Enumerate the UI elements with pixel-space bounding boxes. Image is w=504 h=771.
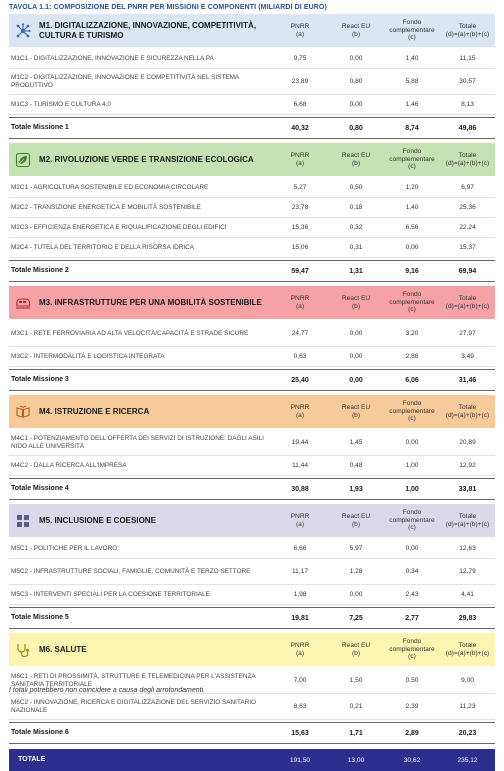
total-fondo: 2,89 [405,729,419,737]
component-name: M2C2 - TRANSIZIONE ENERGETICA E MOBILITÀ SOSTENIBILE [11,203,201,211]
total-tot: 20,23 [458,729,477,737]
column-header-line: React EU [341,152,371,159]
column-header-line: Fondo [402,148,422,156]
column-header-line: Totale [458,23,477,30]
value-tot: 30,57 [459,78,476,85]
column-header-line: Fondo [402,509,422,517]
value-pnrr: 6,66 [293,545,307,552]
total-fondo: 6,06 [405,376,419,384]
column-header-line: complementare [389,516,435,524]
column-header-totale [440,642,495,657]
value-pnrr: 9,75 [293,55,307,62]
value-react: 0,48 [349,462,363,469]
table-title: TAVOLA 1.1: COMPOSIZIONE DEL PNRR PER MISSIONI E COMPONENTI (MILIARDI DI EURO) [9,4,327,11]
component-name: M2C3 - EFFICIENZA ENERGETICA E RIQUALIFICAZIONE DEGLI EDIFICI [11,223,227,231]
mission-name-cell [9,504,272,537]
column-header-line: Totale [458,513,477,520]
column-header-line: (d)=(a)+(b)+(c) [445,30,490,38]
value-fondo: 1,00 [405,462,419,469]
value-pnrr: 11,17 [291,568,308,575]
value-tot: 3,49 [461,353,474,360]
column-header-react [328,404,384,419]
network-icon [15,23,31,39]
table-row [9,198,495,218]
component-name: M1C2 - DIGITALIZZAZIONE, INNOVAZIONE E COMPETITIVITÀ NEL SISTEMA PRODUTTIVO [11,74,239,89]
train-icon [15,295,31,311]
value-fondo: 0,34 [405,568,419,575]
column-header-line: (b) [351,30,361,38]
column-header-line: (c) [408,524,416,532]
value-tot: 20,89 [459,439,476,446]
mission-header [9,395,495,428]
mission-name: M4. ISTRUZIONE E RICERCA [39,406,150,416]
total-tot: 31,46 [458,376,477,384]
value-fondo: 3,20 [405,330,419,337]
pnrr-table [9,14,495,771]
column-header-line: (b) [351,520,361,528]
component-name: M2C1 - AGRICOLTURA SOSTENIBILE ED ECONOMIA CIRCOLARE [11,183,209,191]
table-row [9,694,495,720]
component-name: M3C1 - RETE FERROVIARIA AD ALTA VELOCITÀ/CAPACITÀ E STRADE SICURE [11,329,249,337]
grand-total-react: 13,00 [347,756,365,764]
table-row [9,559,495,585]
column-header-line: PNRR [290,295,310,302]
total-pnrr: 15,63 [291,729,309,737]
column-header-totale [440,152,495,167]
column-header-line: (a) [295,302,305,310]
value-react: 0,00 [349,353,363,360]
mission-total-row [9,117,495,139]
column-header-line: complementare [389,298,435,306]
column-header-pnrr [272,404,328,419]
value-react: 1,28 [349,568,363,575]
column-header-line: (c) [408,163,416,171]
value-tot: 22,24 [459,224,476,231]
total-react: 1,71 [349,729,363,737]
table-row [9,539,495,559]
value-fondo: 1,40 [405,55,419,62]
total-label: Totale Missione 4 [11,485,69,493]
value-tot: 6,97 [461,184,474,191]
column-header-line: (b) [351,411,361,419]
mission-header [9,14,495,47]
total-react: 0,80 [349,124,363,132]
component-name: M3C2 - INTERMODALITÀ E LOGISTICA INTEGRATA [11,352,165,360]
value-pnrr: 24,77 [291,330,309,337]
value-pnrr: 15,36 [291,224,309,231]
value-tot: 11,15 [459,55,476,62]
component-name: M5C2 - INFRASTRUTTURE SOCIALI, FAMIGLIE, COMUNITÀ E TERZO SETTORE [11,567,251,575]
total-pnrr: 40,32 [291,124,309,132]
table-row [9,585,495,605]
value-tot: 4,41 [461,591,474,598]
column-header-line: (d)=(a)+(b)+(c) [445,302,490,310]
value-pnrr: 19,44 [291,439,309,446]
value-fondo: 0,50 [405,677,419,684]
column-header-line: React EU [341,404,371,411]
mission-name-cell [9,143,272,176]
column-header-react [328,642,384,657]
total-tot: 33,81 [458,485,477,493]
component-name: M1C1 - DIGITALIZZAZIONE, INNOVAZIONE E SICUREZZA NELLA PA [11,54,214,62]
value-react: 0,00 [349,591,363,598]
column-header-line: Totale [458,642,477,649]
mission-name: M1. DIGITALIZZAZIONE, INNOVAZIONE, COMPETITIVITÀ, CULTURA E TURISMO [39,20,257,40]
grand-total-row [9,749,495,771]
mission-total-row [9,369,495,391]
total-fondo: 8,74 [405,124,419,132]
table-row [9,430,495,456]
value-react: 0,00 [349,55,363,62]
column-header-fondo [384,291,440,314]
column-header-line: Fondo [402,19,422,27]
column-header-react [328,295,384,310]
column-header-react [328,513,384,528]
column-header-totale [440,295,495,310]
table-row [9,238,495,258]
total-tot: 29,83 [458,614,477,622]
value-tot: 8,13 [461,101,474,108]
mission-total-row [9,722,495,744]
value-pnrr: 15,06 [291,244,309,251]
total-react: 1,93 [349,485,363,493]
total-label: Totale Missione 3 [11,376,69,384]
mission-name-cell [9,286,272,319]
value-tot: 12,92 [459,462,476,469]
grid-icon [15,513,31,529]
value-pnrr: 1,98 [293,591,307,598]
mission-header [9,504,495,537]
column-header-line: (c) [408,34,416,42]
column-header-line: Totale [458,295,477,302]
total-fondo: 9,16 [405,267,419,275]
mission-total-row [9,478,495,500]
book-icon [15,404,31,420]
value-tot: 11,23 [459,703,476,710]
component-name: M4C2 - DALLA RICERCA ALL'IMPRESA [11,461,127,469]
column-header-line: (a) [295,30,305,38]
value-tot: 9,00 [461,677,474,684]
table-row [9,321,495,347]
column-header-line: PNRR [290,152,310,159]
mission-total-row [9,260,495,282]
table-row [9,347,495,367]
value-pnrr: 7,00 [293,677,307,684]
value-react: 0,50 [349,184,363,191]
column-header-fondo [384,509,440,532]
column-header-line: Totale [458,404,477,411]
value-react: 0,31 [349,244,363,251]
column-header-pnrr [272,295,328,310]
value-fondo: 1,20 [405,184,419,191]
value-react: 0,21 [349,703,363,710]
component-name: M6C2 - INNOVAZIONE, RICERCA E DIGITALIZZAZIONE DEL SERVIZIO SANITARIO NAZIONALE [11,699,257,714]
value-react: 5,97 [349,545,363,552]
value-fondo: 2,86 [405,353,419,360]
value-tot: 12,79 [459,568,476,575]
total-tot: 49,86 [458,124,477,132]
total-react: 0,00 [349,376,363,384]
total-fondo: 1,00 [405,485,419,493]
total-pnrr: 59,47 [291,267,309,275]
value-pnrr: 23,89 [291,78,309,85]
grand-total-label: TOTALE [18,756,46,764]
value-tot: 12,63 [459,545,476,552]
table-row [9,178,495,198]
mission-name: M2. RIVOLUZIONE VERDE E TRANSIZIONE ECOLOGICA [39,154,254,164]
value-pnrr: 23,78 [291,204,309,211]
value-pnrr: 6,68 [293,101,307,108]
column-header-pnrr [272,23,328,38]
column-header-line: (b) [351,649,361,657]
component-name: M2C4 - TUTELA DEL TERRITORIO E DELLA RISORSA IDRICA [11,243,195,251]
table-row [9,218,495,238]
column-header-line: Fondo [402,291,422,299]
column-header-react [328,23,384,38]
column-header-pnrr [272,152,328,167]
mission-header [9,633,495,666]
value-fondo: 6,56 [405,224,419,231]
value-tot: 25,36 [459,204,476,211]
grand-total-fondo: 30,62 [403,756,421,764]
value-pnrr: 8,63 [293,703,307,710]
column-header-fondo [384,400,440,423]
column-header-line: (d)=(a)+(b)+(c) [445,520,490,528]
mission-name: M5. INCLUSIONE E COESIONE [39,515,156,525]
column-header-line: PNRR [290,404,310,411]
column-header-line: complementare [389,645,435,653]
stethoscope-icon [15,642,31,658]
rounding-note: I totali potrebbero non coincidere a causa degli arrotondamenti. [9,687,206,694]
column-header-pnrr [272,513,328,528]
column-header-line: React EU [341,642,371,649]
component-name: M5C3 - INTERVENTI SPECIALI PER LA COESIONE TERRITORIALE [11,590,210,598]
leaf-icon [15,152,31,168]
column-header-totale [440,404,495,419]
column-header-line: React EU [341,513,371,520]
column-header-line: complementare [389,407,435,415]
table-row [9,49,495,69]
table-row [9,95,495,115]
column-header-line: (b) [351,302,361,310]
value-pnrr: 5,27 [293,184,307,191]
total-pnrr: 25,40 [291,376,309,384]
column-header-line: Fondo [402,400,422,408]
table-row [9,69,495,95]
total-label: Totale Missione 2 [11,267,69,275]
total-pnrr: 19,81 [291,614,309,622]
column-header-react [328,152,384,167]
total-label: Totale Missione 1 [11,124,69,132]
column-header-line: (d)=(a)+(b)+(c) [445,411,490,419]
column-header-line: (c) [408,653,416,661]
mission-name: M3. INFRASTRUTTURE PER UNA MOBILITÀ SOSTENIBILE [39,297,262,307]
value-pnrr: 11,44 [291,462,308,469]
column-header-line: (a) [295,159,305,167]
column-header-fondo [384,148,440,171]
value-fondo: 1,46 [405,101,419,108]
component-name: M6C1 - RETI DI PROSSIMITÀ, STRUTTURE E TELEMEDICINA PER L'ASSISTENZA SANITARIA TERRITORIALE [11,673,256,688]
mission-header [9,286,495,319]
column-header-line: (c) [408,415,416,423]
value-tot: 27,97 [459,330,476,337]
mission-name-cell [9,395,272,428]
total-tot: 69,94 [458,267,477,275]
column-header-line: React EU [341,23,371,30]
mission-name-cell [9,14,272,47]
mission-total-row [9,607,495,629]
column-header-pnrr [272,642,328,657]
total-fondo: 2,77 [405,614,419,622]
column-header-totale [440,513,495,528]
value-fondo: 0,00 [405,439,419,446]
value-fondo: 5,88 [405,78,419,85]
total-react: 7,25 [349,614,363,622]
column-header-totale [440,23,495,38]
value-fondo: 0,00 [405,545,419,552]
value-pnrr: 0,63 [293,353,307,360]
mission-name: M6. SALUTE [39,644,87,654]
mission-name-cell [9,633,272,666]
column-header-line: (a) [295,649,305,657]
component-name: M1C3 - TURISMO E CULTURA 4.0 [11,100,111,108]
column-header-line: Fondo [402,638,422,646]
component-name: M5C1 - POLITICHE PER IL LAVORO [11,544,118,552]
value-react: 0,00 [349,101,363,108]
total-label: Totale Missione 5 [11,614,69,622]
column-header-fondo [384,19,440,42]
column-header-line: React EU [341,295,371,302]
value-react: 1,50 [349,677,363,684]
value-fondo: 1,40 [405,204,419,211]
value-react: 1,45 [349,439,363,446]
total-react: 1,31 [349,267,363,275]
value-tot: 15,37 [459,244,476,251]
value-fondo: 2,39 [405,703,419,710]
column-header-line: Totale [458,152,477,159]
column-header-line: (c) [408,306,416,314]
column-header-line: (d)=(a)+(b)+(c) [445,159,490,167]
column-header-line: complementare [389,26,435,34]
component-name: M4C1 - POTENZIAMENTO DELL'OFFERTA DEI SERVIZI DI ISTRUZIONE: DAGLI ASILI NIDO ALLE UNIVERSITÀ [11,435,264,450]
value-fondo: 2,43 [405,591,419,598]
value-react: 0,18 [349,204,363,211]
total-pnrr: 30,88 [291,485,309,493]
column-header-line: (d)=(a)+(b)+(c) [445,649,490,657]
grand-total-tot: 235,12 [457,756,478,764]
column-header-fondo [384,638,440,661]
column-header-line: (b) [351,159,361,167]
table-row [9,456,495,476]
column-header-line: PNRR [290,23,310,30]
column-header-line: complementare [389,155,435,163]
column-header-line: PNRR [290,513,310,520]
column-header-line: (a) [295,520,305,528]
value-react: 0,00 [349,330,363,337]
total-label: Totale Missione 6 [11,729,69,737]
grand-total-pnrr: 191,50 [289,756,311,764]
value-react: 0,80 [349,78,363,85]
column-header-line: PNRR [290,642,310,649]
column-header-line: (a) [295,411,305,419]
value-react: 0,32 [349,224,363,231]
mission-header [9,143,495,176]
value-fondo: 0,00 [405,244,419,251]
